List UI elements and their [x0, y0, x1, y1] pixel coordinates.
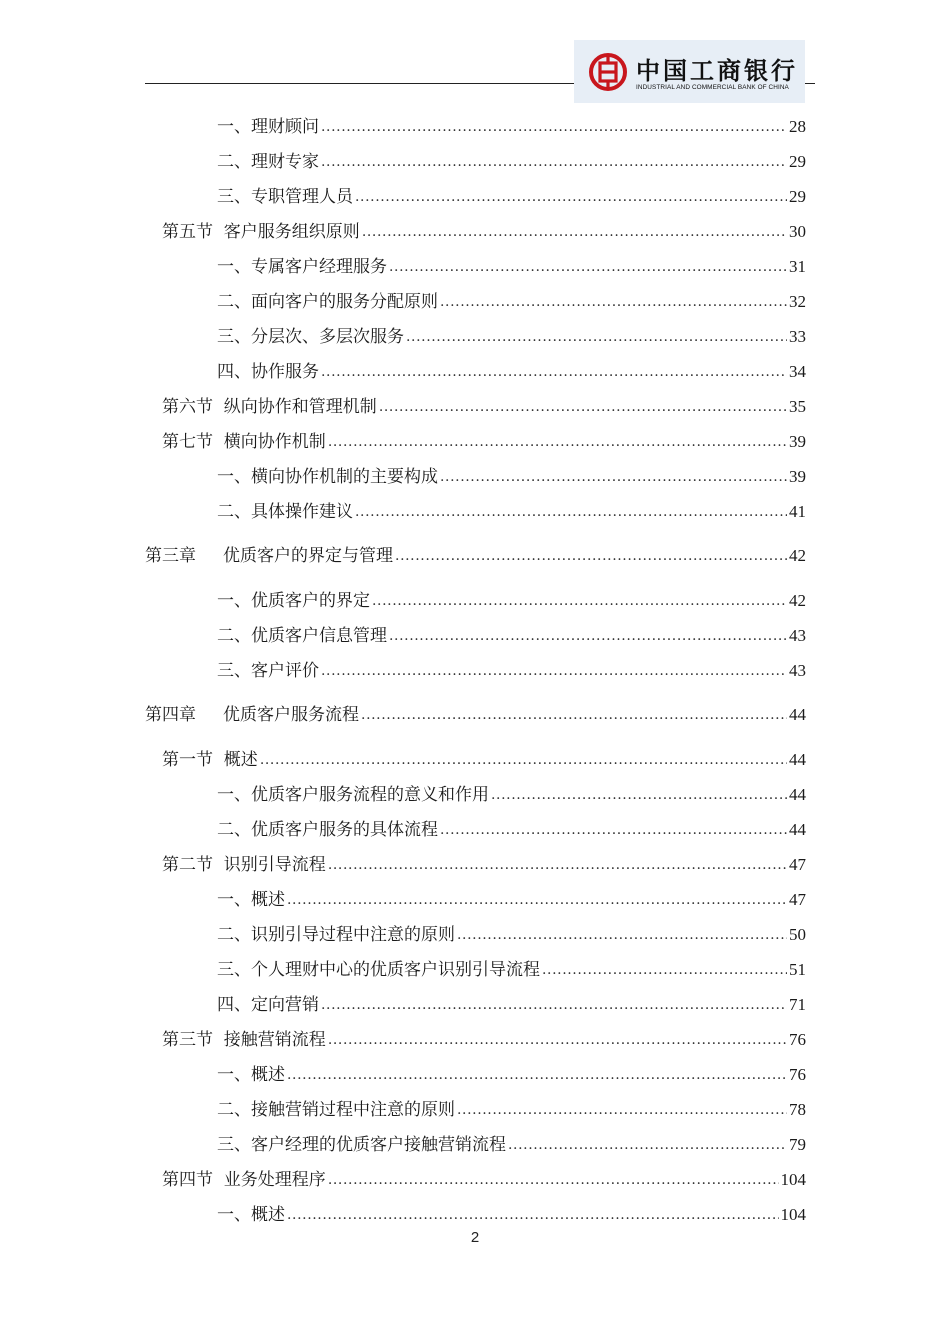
toc-dot-leader	[379, 395, 787, 418]
toc-entry-title: 一、横向协作机制的主要构成	[217, 467, 438, 487]
toc-entry-title: 二、理财专家	[217, 152, 319, 172]
toc-dot-leader	[440, 290, 787, 313]
toc-dot-leader	[361, 703, 787, 726]
toc-entry-title: 三、个人理财中心的优质客户识别引导流程	[217, 960, 540, 980]
toc-entry[interactable]	[162, 396, 806, 419]
toc-entry-title: 一、优质客户服务流程的意义和作用	[217, 785, 489, 805]
toc-entry[interactable]	[217, 994, 806, 1017]
toc-entry[interactable]	[217, 1064, 806, 1087]
toc-entry-page: 29	[789, 187, 806, 206]
icbc-emblem-icon	[588, 52, 628, 92]
toc-entry-title: 一、专属客户经理服务	[217, 257, 387, 277]
toc-entry-title: 一、概述	[217, 1065, 285, 1085]
toc-dot-leader	[491, 783, 787, 806]
toc-entry-title: 第三节 接触营销流程	[162, 1030, 326, 1050]
toc-entry[interactable]	[217, 660, 806, 683]
toc-dot-leader	[321, 659, 787, 682]
toc-entry-title: 第四章 优质客户服务流程	[145, 705, 360, 725]
toc-entry-page: 50	[789, 925, 806, 944]
toc-dot-leader	[457, 1098, 787, 1121]
toc-dot-leader	[508, 1133, 787, 1156]
toc-dot-leader	[389, 624, 787, 647]
toc-dot-leader	[321, 115, 787, 138]
toc-entry-page: 39	[789, 432, 806, 451]
toc-entry[interactable]	[217, 151, 806, 174]
toc-entry-title: 二、优质客户服务的具体流程	[217, 820, 438, 840]
toc-entry[interactable]	[217, 501, 806, 524]
toc-dot-leader	[406, 325, 787, 348]
toc-entry-title: 三、专职管理人员	[217, 187, 353, 207]
toc-entry-page: 30	[789, 222, 806, 241]
toc-dot-leader	[440, 818, 787, 841]
toc-dot-leader	[389, 255, 787, 278]
toc-entry-title: 二、面向客户的服务分配原则	[217, 292, 438, 312]
toc-entry[interactable]	[217, 326, 806, 349]
toc-entry-title: 三、分层次、多层次服务	[217, 327, 404, 347]
toc-entry-title: 三、客户经理的优质客户接触营销流程	[217, 1135, 506, 1155]
toc-entry-page: 44	[789, 750, 806, 769]
toc-dot-leader	[328, 430, 787, 453]
toc-entry[interactable]	[217, 959, 806, 982]
toc-entry[interactable]	[217, 784, 806, 807]
toc-entry-title: 第六节 纵向协作和管理机制	[162, 397, 377, 417]
toc-entry[interactable]	[217, 819, 806, 842]
toc-dot-leader	[328, 1028, 787, 1051]
toc-entry-title: 一、概述	[217, 890, 285, 910]
toc-entry-title: 三、客户评价	[217, 661, 319, 681]
toc-entry-page: 44	[789, 820, 806, 839]
toc-dot-leader	[321, 993, 787, 1016]
toc-entry-page: 28	[789, 117, 806, 136]
toc-dot-leader	[260, 748, 787, 771]
toc-dot-leader	[395, 544, 787, 567]
toc-entry-title: 四、协作服务	[217, 362, 319, 382]
toc-entry[interactable]	[217, 291, 806, 314]
toc-entry-page: 29	[789, 152, 806, 171]
toc-entry[interactable]	[217, 625, 806, 648]
logo-english-name: INDUSTRIAL AND COMMERCIAL BANK OF CHINA	[636, 84, 789, 91]
toc-entry[interactable]	[217, 1099, 806, 1122]
toc-entry-page: 31	[789, 257, 806, 276]
toc-entry[interactable]	[162, 1029, 806, 1052]
toc-entry-page: 43	[789, 661, 806, 680]
toc-entry-page: 76	[789, 1065, 806, 1084]
toc-dot-leader	[328, 853, 787, 876]
toc-entry-title: 二、识别引导过程中注意的原则	[217, 925, 455, 945]
toc-entry-title: 一、概述	[217, 1205, 285, 1225]
toc-dot-leader	[457, 923, 787, 946]
toc-entry-page: 78	[789, 1100, 806, 1119]
toc-dot-leader	[355, 500, 787, 523]
toc-entry-title: 一、理财顾问	[217, 117, 319, 137]
toc-entry-page: 39	[789, 467, 806, 486]
toc-dot-leader	[362, 220, 787, 243]
toc-dot-leader	[440, 465, 787, 488]
toc-dot-leader	[321, 150, 787, 173]
toc-entry-title: 第四节 业务处理程序	[162, 1170, 326, 1190]
toc-entry-page: 32	[789, 292, 806, 311]
toc-entry[interactable]	[145, 545, 806, 568]
toc-entry-title: 二、接触营销过程中注意的原则	[217, 1100, 455, 1120]
toc-entry-page: 79	[789, 1135, 806, 1154]
toc-entry[interactable]	[217, 186, 806, 209]
toc-entry-page: 42	[789, 546, 806, 565]
toc-entry-title: 四、定向营销	[217, 995, 319, 1015]
toc-entry-title: 第二节 识别引导流程	[162, 855, 326, 875]
toc-dot-leader	[328, 1168, 779, 1191]
toc-entry-page: 71	[789, 995, 806, 1014]
toc-entry-page: 44	[789, 705, 806, 724]
toc-dot-leader	[287, 1063, 787, 1086]
toc-entry[interactable]	[217, 590, 806, 613]
toc-entry-page: 35	[789, 397, 806, 416]
toc-dot-leader	[372, 589, 787, 612]
toc-entry-title: 第一节 概述	[162, 750, 258, 770]
toc-entry-title: 二、具体操作建议	[217, 502, 353, 522]
toc-entry[interactable]	[217, 256, 806, 279]
toc-entry[interactable]	[217, 1134, 806, 1157]
toc-entry[interactable]	[162, 749, 806, 772]
toc-entry-page: 43	[789, 626, 806, 645]
toc-entry[interactable]	[217, 889, 806, 912]
toc-entry[interactable]	[217, 116, 806, 139]
toc-entry-title: 一、优质客户的界定	[217, 591, 370, 611]
page-number: 2	[470, 1229, 480, 1246]
toc-entry-page: 76	[789, 1030, 806, 1049]
toc-entry-page: 104	[780, 1170, 806, 1189]
toc-entry-title: 第五节 客户服务组织原则	[162, 222, 360, 242]
toc-entry[interactable]	[217, 924, 806, 947]
toc-entry-page: 44	[789, 785, 806, 804]
toc-entry-title: 第七节 横向协作机制	[162, 432, 326, 452]
logo-chinese-name: 中国工商银行	[636, 57, 798, 85]
toc-entry[interactable]	[217, 361, 806, 384]
toc-entry[interactable]	[162, 431, 806, 454]
toc-entry-title: 第三章 优质客户的界定与管理	[145, 546, 394, 566]
toc-entry[interactable]	[217, 466, 806, 489]
toc-entry[interactable]	[145, 704, 806, 727]
bank-logo	[574, 40, 805, 103]
toc-entry-page: 42	[789, 591, 806, 610]
toc-entry-page: 34	[789, 362, 806, 381]
toc-entry[interactable]	[162, 854, 806, 877]
toc-entry-title: 二、优质客户信息管理	[217, 626, 387, 646]
toc-entry-page: 47	[789, 855, 806, 874]
toc-entry-page: 51	[789, 960, 806, 979]
toc-entry[interactable]	[217, 1204, 806, 1227]
toc-entry[interactable]	[162, 221, 806, 244]
toc-dot-leader	[542, 958, 787, 981]
toc-entry-page: 104	[780, 1205, 806, 1224]
toc-entry-page: 41	[789, 502, 806, 521]
toc-entry[interactable]	[162, 1169, 806, 1192]
toc-dot-leader	[287, 1203, 779, 1226]
toc-entry-page: 47	[789, 890, 806, 909]
toc-dot-leader	[321, 360, 787, 383]
toc-dot-leader	[287, 888, 787, 911]
toc-dot-leader	[355, 185, 787, 208]
toc-entry-page: 33	[789, 327, 806, 346]
